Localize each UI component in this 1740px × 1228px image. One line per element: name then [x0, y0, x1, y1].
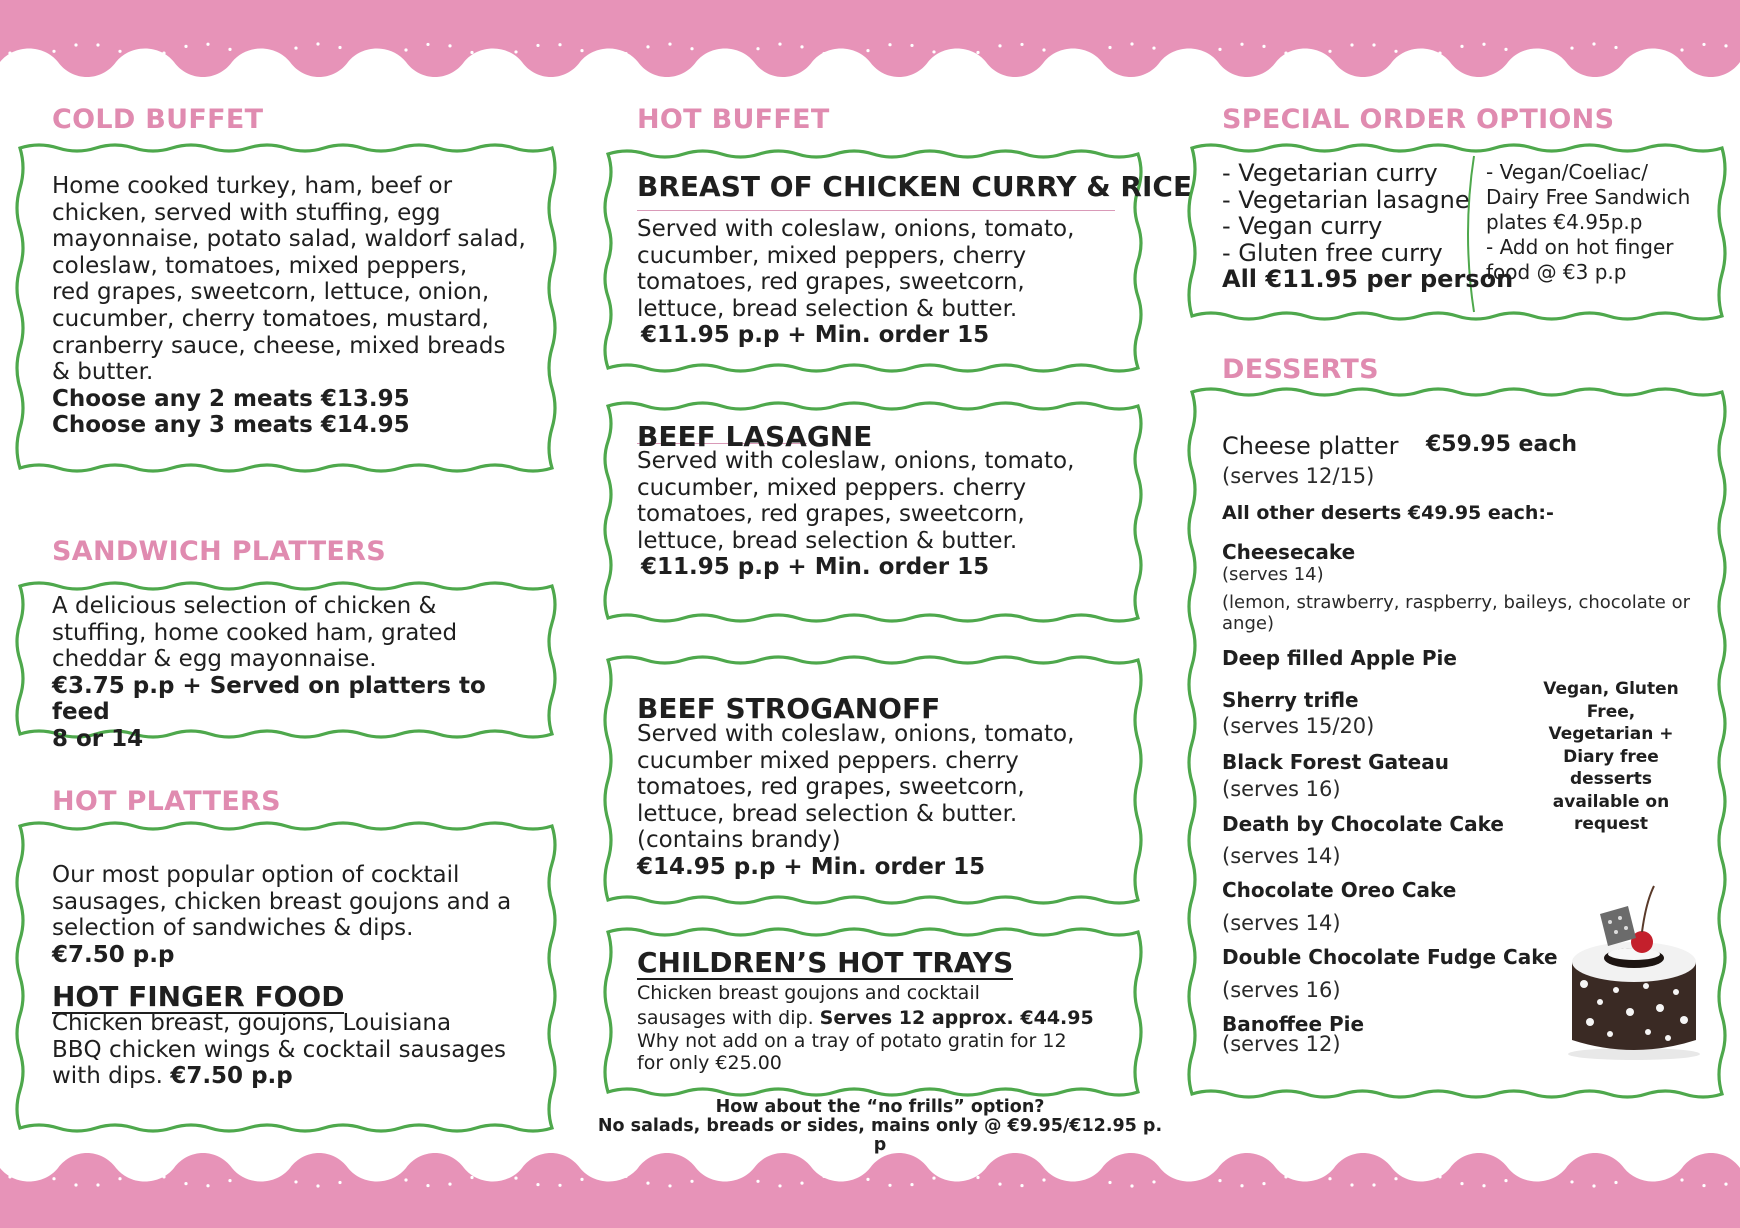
cheese-platter-serves: (serves 12/15): [1222, 464, 1375, 488]
beef-stroganoff-title: BEEF STROGANOFF: [637, 692, 941, 725]
dessert-item-serves: (serves 16): [1222, 978, 1341, 1002]
dessert-item-name: Double Chocolate Fudge Cake: [1222, 945, 1558, 969]
hot-platters-price: €7.50 p.p: [52, 941, 175, 968]
cheese-platter-name: Cheese platter: [1222, 432, 1399, 460]
cold-buffet-price-2-meats: Choose any 2 meats €13.95: [52, 385, 410, 412]
special-order-price: All €11.95 per person: [1222, 265, 1514, 293]
dessert-item-name: Banoffee Pie: [1222, 1012, 1365, 1036]
apple-pie-name: Deep filled Apple Pie: [1222, 646, 1457, 670]
dessert-item-name: Chocolate Oreo Cake: [1222, 878, 1457, 902]
cold-buffet-price-3-meats: Choose any 3 meats €14.95: [52, 412, 410, 439]
special-order-title: SPECIAL ORDER OPTIONS: [1222, 104, 1615, 135]
top-decorative-band: [0, 0, 1740, 90]
chicken-curry-description: Served with coleslaw, onions, tomato, cucumber, mixed peppers, cherry tomatoes, red grapes, sweetcorn, lettuce, bread selection & butter. €11.95 p.p + Min. order 15: [637, 216, 1117, 349]
cold-buffet-description: Home cooked turkey, ham, beef or chicken, served with stuffing, egg mayonnaise, potato salad, waldorf salad, coleslaw, tomatoes, mixed peppers, red grapes, sweetcorn, lettuce, onion, cucumber, cherry tomatoes, mustard, cranberry sauce, cheese, mixed breads & butter. Choose any 2 meats €13.95 Choose any 3 meats €14.95: [52, 173, 532, 439]
dessert-item-serves: (serves 15/20): [1222, 714, 1375, 738]
childrens-trays-price: Serves 12 approx. €44.95: [819, 1007, 1094, 1029]
beef-lasagne-description: Served with coleslaw, onions, tomato, cucumber, mixed peppers. cherry tomatoes, red grapes, sweetcorn, lettuce, bread selection & butter. €11.95 p.p + Min. order 15: [637, 448, 1117, 581]
dietary-desserts-note: Vegan, Gluten Free, Vegetarian + Diary free desserts available on request: [1543, 679, 1679, 834]
cheesecake-flavours: (lemon, strawberry, raspberry, baileys, chocolate or ange): [1222, 592, 1691, 634]
title-divider: [637, 210, 1115, 211]
hot-finger-food-title: HOT FINGER FOOD: [52, 980, 345, 1013]
sandwich-platters-title: SANDWICH PLATTERS: [52, 536, 387, 567]
beef-stroganoff-description: Served with coleslaw, onions, tomato, cucumber mixed peppers. cherry tomatoes, red grapes, sweetcorn, lettuce, bread selection & butter. (contains brandy) €14.95 p.p + Min. order 15: [637, 721, 1117, 881]
sandwich-platters-description: A delicious selection of chicken & stuffing, home cooked ham, grated cheddar & egg mayonnaise. €3.75 p.p + Served on platters to feed 8 or 14: [52, 593, 532, 753]
dessert-item-serves: (serves 16): [1222, 777, 1341, 801]
chicken-curry-title: BREAST OF CHICKEN CURRY & RICE: [637, 170, 1193, 203]
cheesecake-name: Cheesecake: [1222, 540, 1356, 564]
beef-lasagne-title: BEEF LASAGNE: [637, 420, 873, 453]
dessert-item-name: Sherry trifle: [1222, 688, 1359, 712]
hot-finger-food-description: Chicken breast, goujons, Louisiana BBQ chicken wings & cocktail sausages with dips. €7.50 p.p: [52, 1010, 507, 1090]
dessert-item-serves: (serves 12): [1222, 1032, 1341, 1056]
other-desserts-price: All other deserts €49.95 each:-: [1222, 502, 1554, 524]
dessert-item-serves: (serves 14): [1222, 911, 1341, 935]
hot-platters-title: HOT PLATTERS: [52, 786, 281, 817]
dessert-item-name: Black Forest Gateau: [1222, 750, 1449, 774]
special-order-extras: - Vegan/Coeliac/ Dairy Free Sandwich plates €4.95p.p - Add on hot finger food @ €3 p.p: [1486, 160, 1691, 284]
childrens-hot-trays-description: Chicken breast goujons and cocktail sausages with dip. Serves 12 approx. €44.95 Why not add on a tray of potato gratin for 12 for only €25.00: [637, 982, 1094, 1074]
beef-stroganoff-price: €14.95 p.p + Min. order 15: [637, 853, 986, 880]
dessert-item-serves: (serves 14): [1222, 844, 1341, 868]
oreo-cake-image: [1550, 862, 1710, 1062]
cold-buffet-title: COLD BUFFET: [52, 104, 264, 135]
chicken-curry-price: €11.95 p.p + Min. order 15: [641, 322, 990, 349]
dessert-item-name: Death by Chocolate Cake: [1222, 812, 1504, 836]
hot-platters-description: Our most popular option of cocktail sausages, chicken breast goujons and a selection of sandwiches & dips. €7.50 p.p: [52, 862, 532, 968]
finger-food-price: €7.50 p.p: [170, 1063, 293, 1090]
childrens-hot-trays-title: CHILDREN’S HOT TRAYS: [637, 946, 1014, 979]
sandwich-price: €3.75 p.p + Served on platters to feed: [52, 672, 486, 726]
cheese-platter-price: €59.95 each: [1426, 432, 1578, 457]
desserts-title: DESSERTS: [1222, 354, 1379, 385]
special-order-list: - Vegetarian curry - Vegetarian lasagne - Vegan curry - Gluten free curry All €11.95 per person: [1222, 159, 1514, 293]
no-frills-note: How about the “no frills” option? No salads, breads or sides, mains only @ €9.95/€12.95 p. p: [597, 1097, 1163, 1155]
hot-buffet-title: HOT BUFFET: [637, 104, 830, 135]
cheesecake-serves: (serves 14): [1222, 564, 1324, 585]
beef-lasagne-price: €11.95 p.p + Min. order 15: [641, 554, 990, 581]
